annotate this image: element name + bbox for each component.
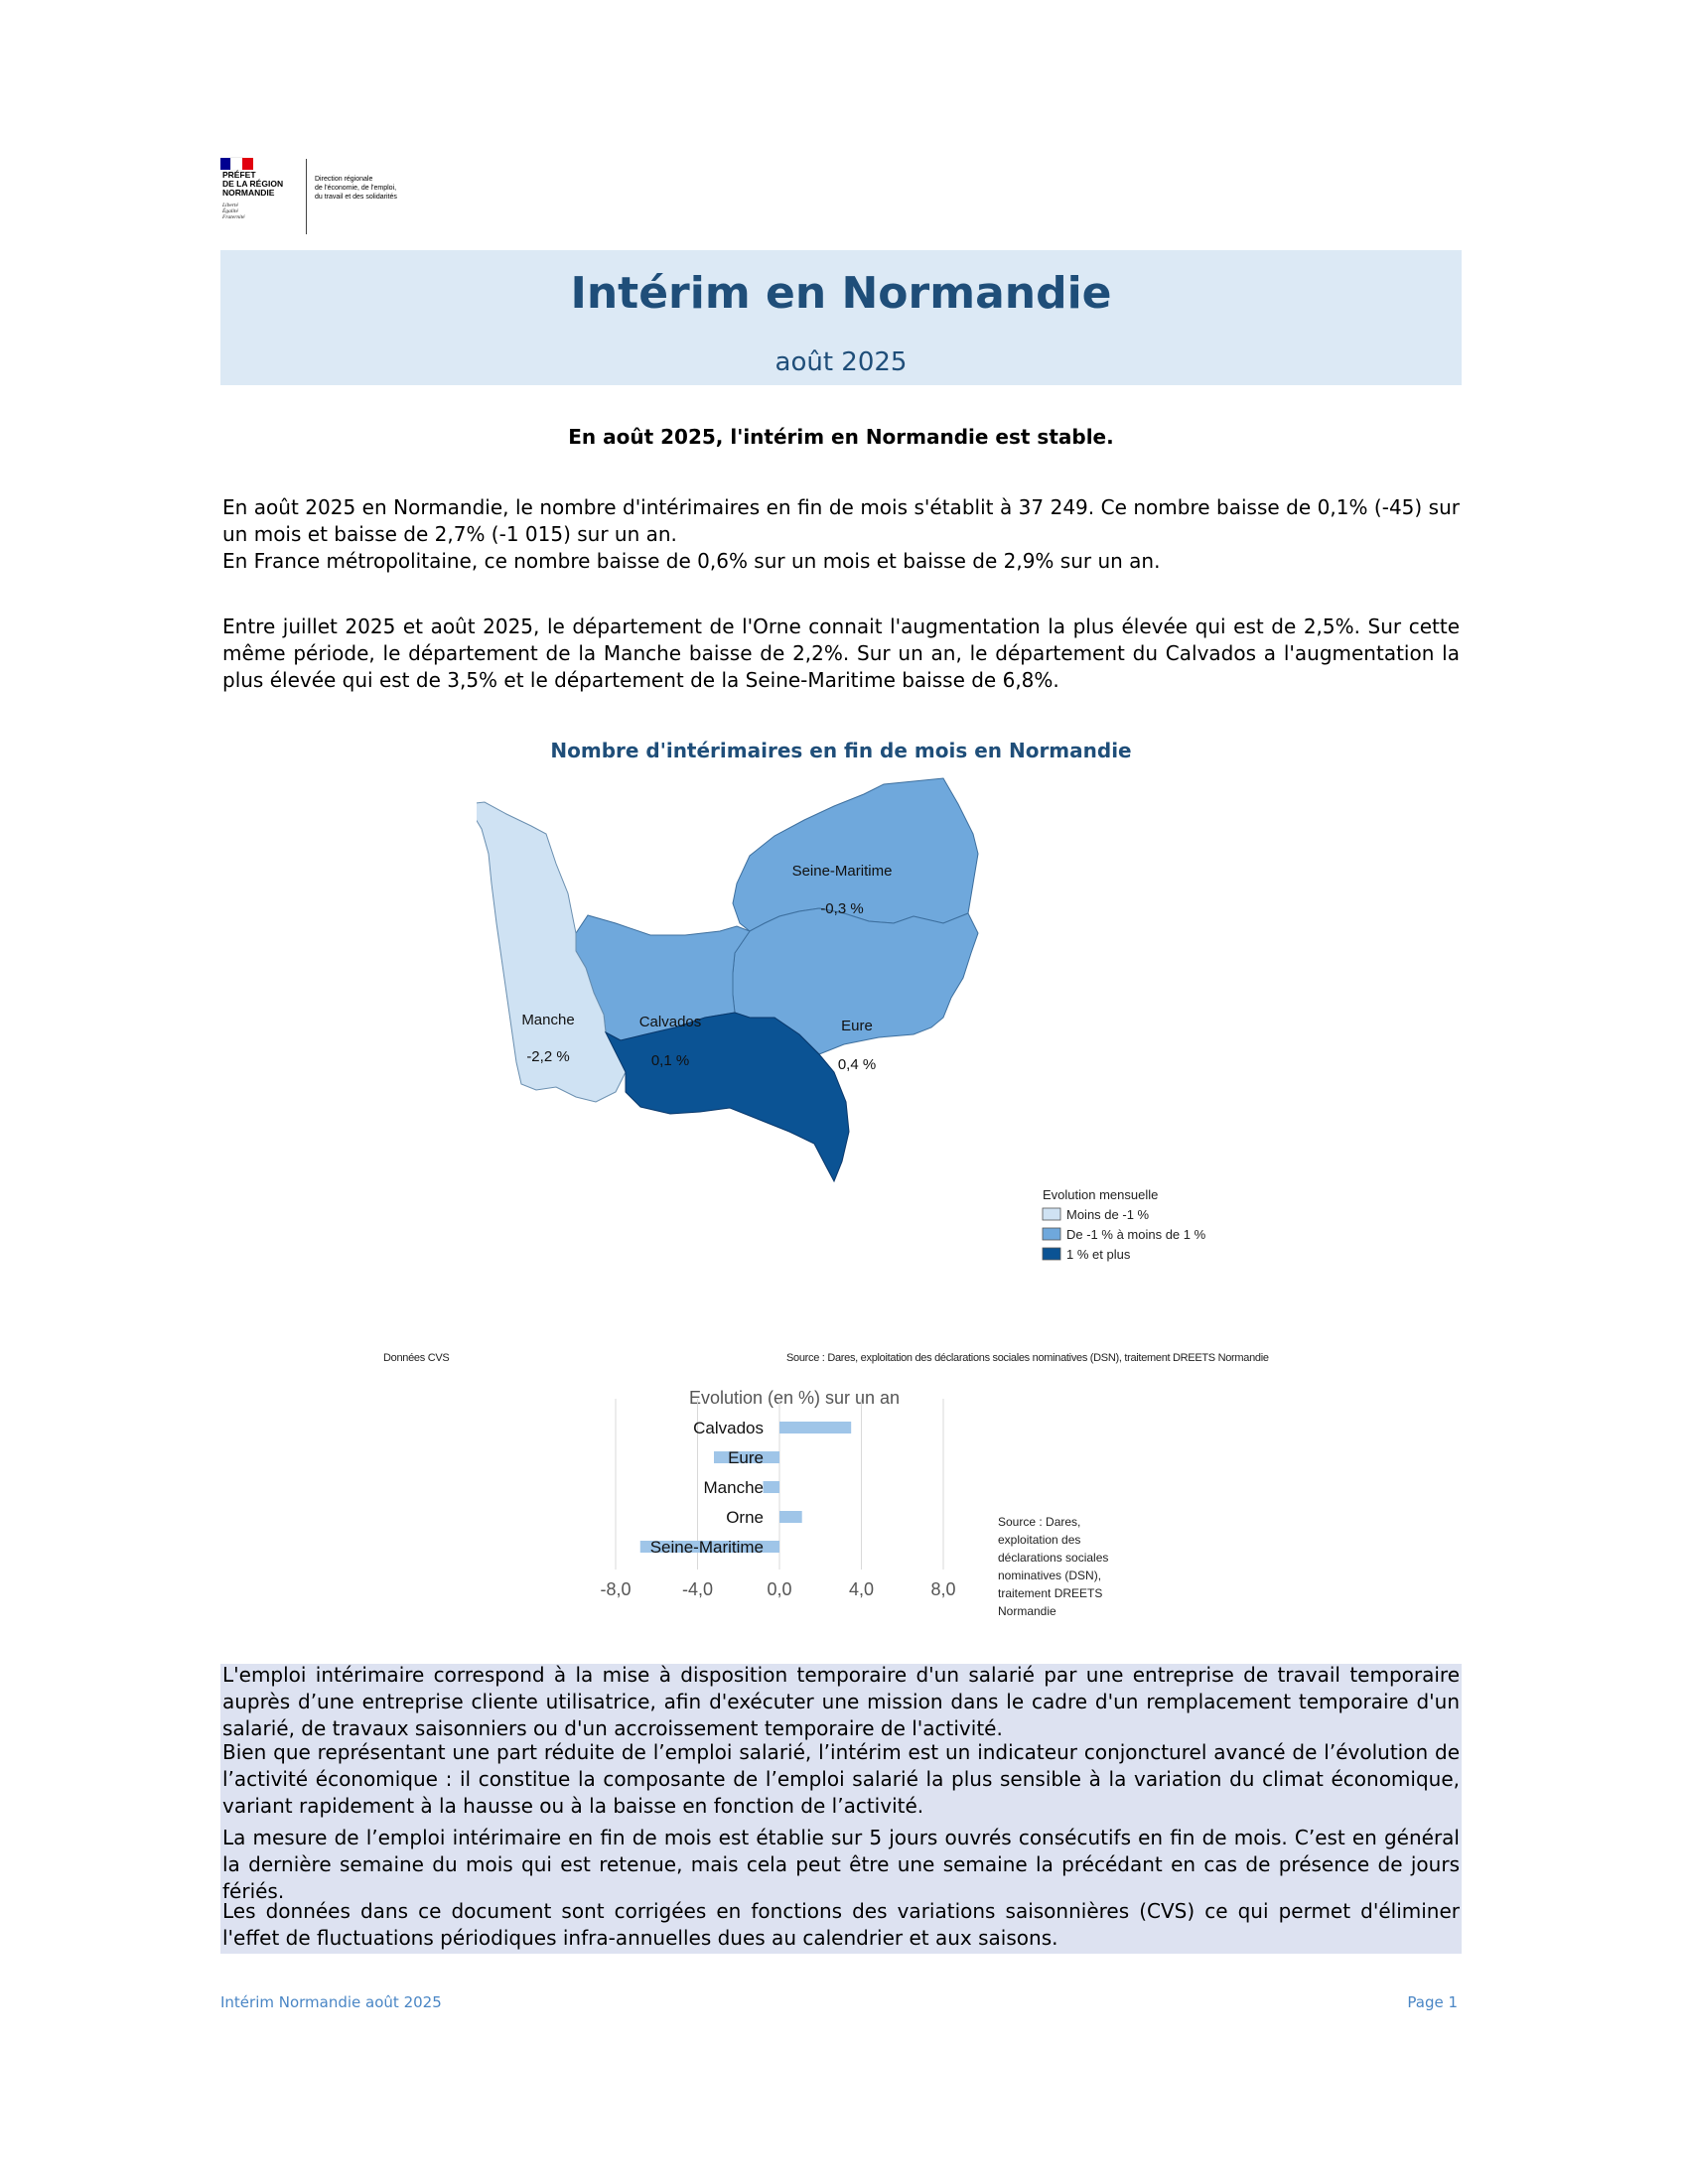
page-title: Intérim en Normandie	[570, 268, 1112, 319]
legend-swatch-high	[1043, 1248, 1060, 1260]
legend-title: Evolution mensuelle	[1043, 1187, 1159, 1202]
legend-swatch-mid	[1043, 1228, 1060, 1240]
paragraph-departments: Entre juillet 2025 et août 2025, le département de l'Orne connait l'augmentation la plus élevée qui est de 2,5%. Sur cette même période, le département de la Manche baisse de 2,2%. Sur un an, le département du Calvados a l'augmentation la plus élevée qui est de 3,5% et le département de la Seine-Maritime baisse de 6,8%.	[222, 614, 1460, 692]
normandie-map	[477, 774, 1211, 1330]
bar-chart-title: Evolution (en %) sur un an	[688, 1388, 901, 1408]
map-legend	[1043, 1187, 1206, 1262]
logo-separator	[306, 159, 307, 234]
summary-line-france: En France métropolitaine, ce nombre baisse de 0,6% sur un mois et baisse de 2,9% sur un an.	[222, 549, 1161, 573]
bar-chart-tick-label: 0,0	[767, 1579, 792, 1599]
definition-indicator: Bien que représentant une part réduite de l’emploi salarié, l’intérim est un indicateur conjoncturel avancé de l’évolution de l’activité économique : il constitue la composante de l’emploi salarié la plus sensible à la variation du climat économique, variant rapidement à la hausse ou à la baisse en fonction de l’activité.	[222, 1740, 1460, 1818]
french-flag-icon	[220, 155, 254, 167]
legend-label-low: Moins de -1 %	[1066, 1207, 1150, 1222]
bar-category-label: Seine-Maritime	[649, 1538, 764, 1557]
bar-chart-tick-label: -8,0	[600, 1579, 632, 1599]
map-value-orne: 2,5 %	[705, 1198, 745, 1215]
bar-chart-source: Source : Dares, exploitation des déclarations sociales nominatives (DSN), traitement DREETS Normandie	[998, 1515, 1109, 1618]
bar-category-label: Manche	[703, 1478, 764, 1497]
definition-cvs: Les données dans ce document sont corrigées en fonctions des variations saisonnières (CVS) ce qui permet d'éliminer l'effet de fluctuations périodiques infra-annuelles dues au calendrier et aux saisons.	[222, 1899, 1460, 1950]
definition-interim: L'emploi intérimaire correspond à la mise à disposition temporaire d'un salarié par une entreprise de travail temporaire auprès d’une entreprise cliente utilisatrice, afin d'exécuter une mission dans le cadre d'un remplacement temporaire d'un salarié, de travaux saisonniers ou d'un accroissement temporaire de l'activité.	[222, 1663, 1460, 1740]
map-footnote-cvs: Données CVS	[383, 1352, 450, 1364]
map-label-seine-maritime: Seine-Maritime	[791, 863, 893, 880]
bar-orne	[779, 1511, 802, 1523]
map-value-manche: -2,2 %	[526, 1048, 570, 1065]
bar-category-label: Calvados	[693, 1419, 764, 1437]
map-label-eure: Eure	[841, 1018, 873, 1034]
map-footnote-source: Source : Dares, exploitation des déclarations sociales nominatives (DSN), traitement DREETS Normandie	[786, 1352, 1269, 1364]
bar-category-label: Eure	[728, 1448, 764, 1467]
bar-manche	[764, 1481, 780, 1493]
summary-line-normandie: En août 2025 en Normandie, le nombre d'intérimaires en fin de mois s'établit à 37 249. Ce nombre baisse de 0,1% (-45) sur un mois et baisse de 2,7% (-1 015) sur un an.	[222, 495, 1460, 546]
map-value-eure: 0,4 %	[837, 1056, 877, 1073]
logo-direction-text: Direction régionale de l'économie, de l'emploi, du travail et des solidarités	[315, 176, 397, 201]
bar-chart-yearly-evolution	[596, 1385, 973, 1633]
legend-swatch-low	[1043, 1208, 1060, 1220]
lead-sentence: En août 2025, l'intérim en Normandie est stable.	[568, 425, 1114, 449]
footer-page-number: Page 1	[1407, 1993, 1458, 2011]
bar-category-label: Orne	[726, 1508, 764, 1527]
logo-prefet-text: PRÉFET DE LA RÉGION NORMANDIE	[222, 170, 284, 198]
bar-chart-tick-label: 8,0	[930, 1579, 956, 1599]
bar-chart-tick-label: 4,0	[848, 1579, 875, 1599]
map-value-calvados: 0,1 %	[650, 1052, 690, 1069]
definition-measure: La mesure de l’emploi intérimaire en fin de mois est établie sur 5 jours ouvrés consécutifs en fin de mois. C’est en général la dernière semaine du mois qui est retenue, mais cela peut être une semaine la précédant en cas de présence de jours fériés.	[222, 1826, 1460, 1903]
map-label-calvados: Calvados	[638, 1014, 702, 1030]
legend-label-high: 1 % et plus	[1066, 1247, 1131, 1262]
bar-chart-tick-label: -4,0	[681, 1579, 714, 1599]
map-title: Nombre d'intérimaires en fin de mois en Normandie	[550, 739, 1132, 762]
map-label-manche: Manche	[521, 1012, 575, 1028]
map-label-orne: Orne	[708, 1161, 742, 1178]
page-subtitle: août 2025	[774, 347, 908, 377]
bar-calvados	[779, 1422, 851, 1433]
paragraph-summary	[222, 494, 1460, 575]
prefet-logo	[220, 155, 439, 236]
logo-motto: Liberté Égalité Fraternité	[222, 203, 245, 220]
legend-label-mid: De -1 % à moins de 1 %	[1066, 1227, 1206, 1242]
map-value-seine-maritime: -0,3 %	[820, 900, 864, 917]
footer-document-name: Intérim Normandie août 2025	[220, 1993, 442, 2011]
